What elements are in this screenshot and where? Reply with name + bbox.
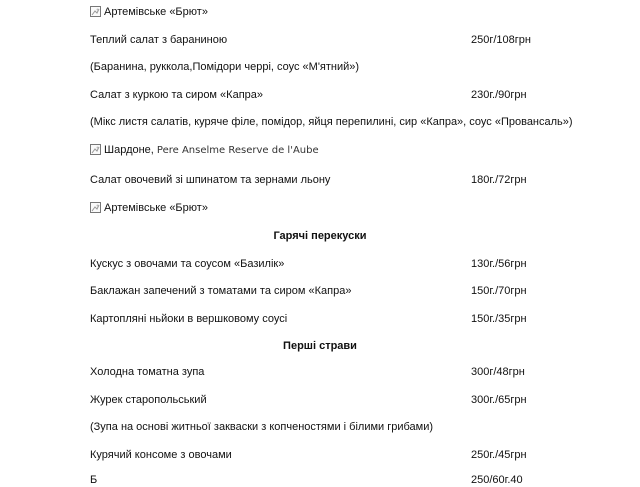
wine-pairing <box>90 5 208 19</box>
dish-name: Салат овочевий зі шпинатом та зернами льону <box>90 174 331 186</box>
dish-name: Баклажан запечений з томатами та сиром «Капра» <box>90 285 352 297</box>
dish-name: Салат з куркою та сиром «Капра» <box>90 89 264 101</box>
wine-name: Артемівське «Брют» <box>104 202 208 214</box>
dish-name: Картопляні ньйоки в вершковому соусі <box>90 313 288 325</box>
dish-price: 250/60г.40 <box>471 474 523 486</box>
dish-price: 150г./70грн <box>471 285 527 297</box>
dish-price: 300г./65грн <box>471 394 527 406</box>
wine-pairing <box>90 143 319 158</box>
dish-price: 150г./35грн <box>471 313 527 325</box>
dish-price: 180г./72грн <box>471 174 527 186</box>
dish-name: Журек старопольський <box>90 394 207 406</box>
dish-description: (Баранина, руккола,Помідори черрі, соус «М'ятний») <box>90 61 360 73</box>
dish-name: Кускус з овочами та соусом «Базилік» <box>90 258 285 270</box>
dish-name: Теплий салат з бараниною <box>90 34 228 46</box>
dish-price: 250г./45грн <box>471 449 527 461</box>
wine-name: Артемівське «Брют» <box>104 6 208 18</box>
section-heading: Перші страви <box>283 340 357 352</box>
dish-price: 250г/108грн <box>471 34 531 46</box>
broken-image-icon <box>90 6 101 17</box>
dish-description: (Зупа на основі житньої закваски з копченостями і білими грибами) <box>90 421 434 433</box>
dish-name: Курячий консоме з овочами <box>90 449 232 461</box>
broken-image-icon <box>90 144 101 155</box>
section-heading: Гарячі перекуски <box>273 230 367 242</box>
dish-name: Холодна томатна зупа <box>90 366 205 378</box>
broken-image-icon <box>90 202 101 213</box>
dish-name: Б <box>90 474 98 486</box>
dish-price: 300г/48грн <box>471 366 525 378</box>
dish-price: 230г./90грн <box>471 89 527 101</box>
wine-name: Шардоне, <box>104 144 154 156</box>
dish-description: (Мікс листя салатів, куряче філе, помідор, яйця перепилині, сир «Капра», соус «Провансаль») <box>90 116 573 128</box>
dish-price: 130г./56грн <box>471 258 527 270</box>
wine-pairing <box>90 201 208 215</box>
wine-producer: Pere Anselme Reserve de l'Aube <box>156 145 319 156</box>
